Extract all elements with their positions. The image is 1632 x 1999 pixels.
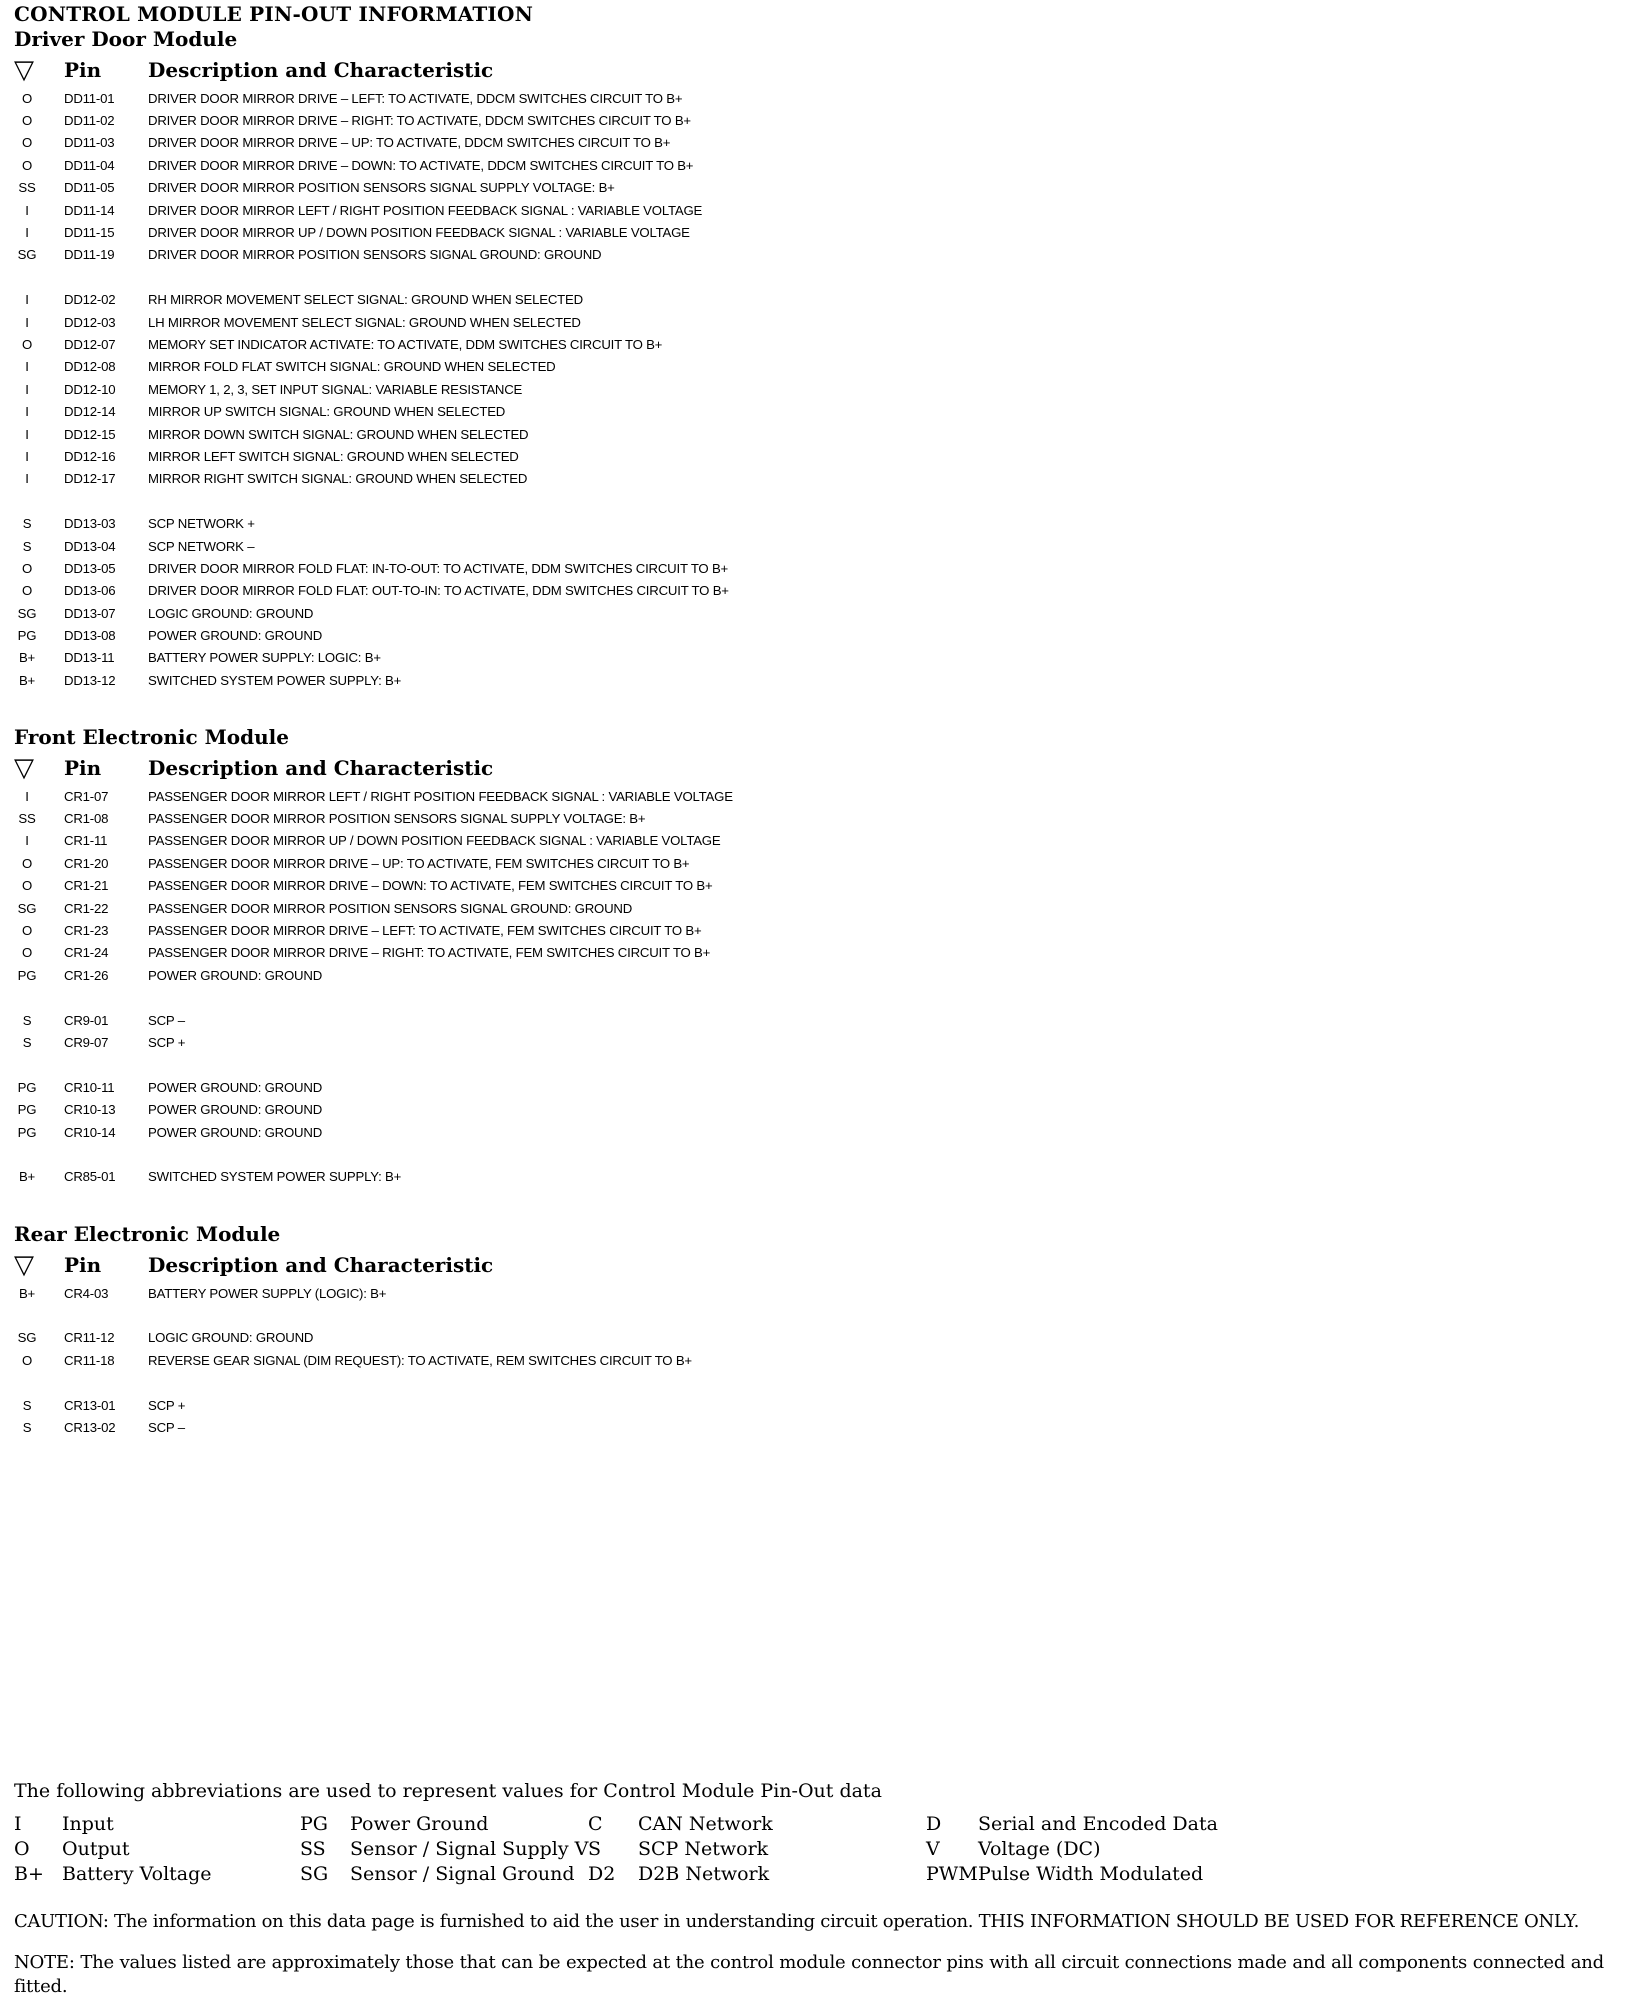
abbreviation-label: Serial and Encoded Data xyxy=(978,1813,1218,1835)
pin-row xyxy=(14,1327,1214,1349)
pin-row xyxy=(14,535,1214,557)
pin-row xyxy=(14,1166,1214,1188)
pin-number: DD13-12 xyxy=(64,672,116,688)
pin-row xyxy=(14,1009,1214,1031)
triangle-symbol-icon: ▽ xyxy=(14,1250,34,1280)
pin-number: DD13-04 xyxy=(64,538,116,554)
pin-description: REVERSE GEAR SIGNAL (DIM REQUEST): TO ACTIVATE, REM SWITCHES CIRCUIT TO B+ xyxy=(148,1352,692,1368)
pin-row xyxy=(14,199,1214,221)
abbreviation-code: B+ xyxy=(14,1863,44,1885)
pin-type: O xyxy=(21,90,33,106)
description-column-header: Description and Characteristic xyxy=(148,756,494,780)
pin-number: CR1-26 xyxy=(64,967,109,983)
abbreviation-label: D2B Network xyxy=(638,1863,770,1885)
pin-description: PASSENGER DOOR MIRROR POSITION SENSORS SIGNAL SUPPLY VOLTAGE: B+ xyxy=(148,811,646,827)
pin-row xyxy=(14,647,1214,669)
pin-number: DD11-15 xyxy=(64,225,115,241)
pin-type: O xyxy=(21,560,33,576)
pin-number: DD11-01 xyxy=(64,90,115,106)
pin-row xyxy=(14,897,1214,919)
abbreviation-label: Input xyxy=(62,1813,114,1835)
pin-type: SS xyxy=(18,811,36,827)
pin-description: SCP NETWORK – xyxy=(148,538,255,554)
pin-description: RH MIRROR MOVEMENT SELECT SIGNAL: GROUND WHEN SELECTED xyxy=(148,292,583,308)
pin-description: PASSENGER DOOR MIRROR UP / DOWN POSITION FEEDBACK SIGNAL : VARIABLE VOLTAGE xyxy=(148,833,721,849)
pin-description: MIRROR DOWN SWITCH SIGNAL: GROUND WHEN SELECTED xyxy=(148,426,529,442)
pin-description: DRIVER DOOR MIRROR DRIVE – LEFT: TO ACTIVATE, DDCM SWITCHES CIRCUIT TO B+ xyxy=(148,90,683,106)
column-header xyxy=(14,751,1214,785)
pin-type: I xyxy=(25,225,29,241)
pin-type: S xyxy=(22,538,32,554)
abbreviations-intro: The following abbreviations are used to represent values for Control Module Pin-Out data xyxy=(14,1780,882,1802)
pin-number: DD11-03 xyxy=(64,135,115,151)
pin-row xyxy=(14,1349,1214,1371)
pin-row xyxy=(14,244,1214,266)
pin-type: PG xyxy=(17,1102,37,1118)
pin-row xyxy=(14,289,1214,311)
pin-row xyxy=(14,221,1214,243)
pin-row xyxy=(14,154,1214,176)
pin-number: CR11-18 xyxy=(64,1352,115,1368)
abbreviation-label: Battery Voltage xyxy=(62,1863,212,1885)
pin-number: CR4-03 xyxy=(64,1285,109,1301)
pin-number: DD13-03 xyxy=(64,516,116,532)
abbreviation-code: PWM xyxy=(926,1863,978,1885)
pin-description: SCP – xyxy=(148,1012,185,1028)
pin-type: PG xyxy=(17,628,37,644)
pin-type: S xyxy=(22,1012,32,1028)
pin-type: I xyxy=(25,292,29,308)
pin-description: POWER GROUND: GROUND xyxy=(148,1102,323,1118)
column-header xyxy=(14,1248,1214,1282)
column-header xyxy=(14,53,1214,87)
pin-type: I xyxy=(25,381,29,397)
pin-type: B+ xyxy=(18,650,36,666)
pin-row xyxy=(14,964,1214,986)
abbreviation-label: Power Ground xyxy=(350,1813,489,1835)
pin-description: SWITCHED SYSTEM POWER SUPPLY: B+ xyxy=(148,1169,402,1185)
pin-description: MEMORY 1, 2, 3, SET INPUT SIGNAL: VARIABLE RESISTANCE xyxy=(148,381,523,397)
abbreviation-label: Output xyxy=(62,1838,130,1860)
section-title: Front Electronic Module xyxy=(14,725,289,749)
description-column-header: Description and Characteristic xyxy=(148,1253,494,1277)
pin-description: LOGIC GROUND: GROUND xyxy=(148,605,314,621)
abbreviation-code: PG xyxy=(300,1813,328,1835)
pin-number: CR1-21 xyxy=(64,878,109,894)
pin-number: DD12-14 xyxy=(64,404,116,420)
pin-row xyxy=(14,400,1214,422)
pin-type: I xyxy=(25,359,29,375)
pin-type: S xyxy=(22,1034,32,1050)
pin-number: DD13-07 xyxy=(64,605,116,621)
pin-row xyxy=(14,624,1214,646)
pin-type: SG xyxy=(17,247,37,263)
row-spacer xyxy=(14,1143,1214,1165)
pin-type: I xyxy=(25,404,29,420)
pin-number: DD13-05 xyxy=(64,560,116,576)
pin-number: DD12-17 xyxy=(64,471,116,487)
pin-type: I xyxy=(25,471,29,487)
pin-row xyxy=(14,177,1214,199)
section-title: Driver Door Module xyxy=(14,27,238,51)
pin-row xyxy=(14,87,1214,109)
pin-description: PASSENGER DOOR MIRROR LEFT / RIGHT POSITION FEEDBACK SIGNAL : VARIABLE VOLTAGE xyxy=(148,788,733,804)
pin-type: O xyxy=(21,113,33,129)
pin-description: BATTERY POWER SUPPLY: LOGIC: B+ xyxy=(148,650,381,666)
pin-description: POWER GROUND: GROUND xyxy=(148,967,323,983)
pin-type: I xyxy=(25,314,29,330)
pin-description: PASSENGER DOOR MIRROR DRIVE – DOWN: TO ACTIVATE, FEM SWITCHES CIRCUIT TO B+ xyxy=(148,878,713,894)
triangle-symbol-icon: ▽ xyxy=(14,753,34,783)
pin-number: CR11-12 xyxy=(64,1330,115,1346)
pin-type: I xyxy=(25,448,29,464)
pin-row xyxy=(14,669,1214,691)
pin-type: O xyxy=(21,945,33,961)
pin-description: SCP + xyxy=(148,1397,186,1413)
pin-number: CR85-01 xyxy=(64,1169,116,1185)
pin-number: DD13-11 xyxy=(64,650,115,666)
pin-type: S xyxy=(22,1420,32,1436)
row-spacer xyxy=(14,1054,1214,1076)
pin-number: CR10-13 xyxy=(64,1102,116,1118)
pin-row xyxy=(14,807,1214,829)
pin-description: DRIVER DOOR MIRROR UP / DOWN POSITION FEEDBACK SIGNAL : VARIABLE VOLTAGE xyxy=(148,225,690,241)
pin-number: DD11-02 xyxy=(64,113,115,129)
description-column-header: Description and Characteristic xyxy=(148,58,494,82)
pin-number: DD11-05 xyxy=(64,180,115,196)
pin-description: MIRROR FOLD FLAT SWITCH SIGNAL: GROUND WHEN SELECTED xyxy=(148,359,556,375)
row-spacer xyxy=(14,1304,1214,1326)
abbreviation-label: CAN Network xyxy=(638,1813,773,1835)
abbreviation-code: O xyxy=(14,1838,30,1860)
pin-description: POWER GROUND: GROUND xyxy=(148,1124,323,1140)
pin-description: MIRROR UP SWITCH SIGNAL: GROUND WHEN SELECTED xyxy=(148,404,506,420)
pin-row xyxy=(14,1394,1214,1416)
abbreviation-code: V xyxy=(926,1838,940,1860)
section-driver-door-module xyxy=(14,25,1214,692)
section-front-electronic-module xyxy=(14,723,1214,1188)
abbreviation-label: Sensor / Signal Supply V xyxy=(350,1838,589,1860)
pin-description: DRIVER DOOR MIRROR FOLD FLAT: OUT-TO-IN: TO ACTIVATE, DDM SWITCHES CIRCUIT TO B+ xyxy=(148,583,729,599)
abbreviation-label: Pulse Width Modulated xyxy=(978,1863,1204,1885)
pin-description: POWER GROUND: GROUND xyxy=(148,628,323,644)
pin-description: LOGIC GROUND: GROUND xyxy=(148,1330,314,1346)
pin-row xyxy=(14,875,1214,897)
pin-description: PASSENGER DOOR MIRROR DRIVE – RIGHT: TO ACTIVATE, FEM SWITCHES CIRCUIT TO B+ xyxy=(148,945,711,961)
pin-number: CR9-07 xyxy=(64,1034,109,1050)
pin-column-header: Pin xyxy=(64,756,102,780)
pin-row xyxy=(14,1098,1214,1120)
pin-type: O xyxy=(21,135,33,151)
abbreviation-code: SS xyxy=(300,1838,326,1860)
abbreviation-code: C xyxy=(588,1813,603,1835)
pin-description: SCP – xyxy=(148,1420,185,1436)
abbreviation-label: Sensor / Signal Ground xyxy=(350,1863,575,1885)
pin-row xyxy=(14,468,1214,490)
pin-number: DD11-19 xyxy=(64,247,115,263)
pin-description: MIRROR LEFT SWITCH SIGNAL: GROUND WHEN SELECTED xyxy=(148,448,519,464)
pin-description: DRIVER DOOR MIRROR POSITION SENSORS SIGNAL GROUND: GROUND xyxy=(148,247,602,263)
row-spacer xyxy=(14,266,1214,288)
pin-number: DD12-07 xyxy=(64,336,116,352)
pin-description: LH MIRROR MOVEMENT SELECT SIGNAL: GROUND WHEN SELECTED xyxy=(148,314,581,330)
pin-number: DD13-06 xyxy=(64,583,116,599)
pin-number: CR1-23 xyxy=(64,923,109,939)
pin-description: MIRROR RIGHT SWITCH SIGNAL: GROUND WHEN SELECTED xyxy=(148,471,528,487)
pin-row xyxy=(14,942,1214,964)
row-spacer xyxy=(14,987,1214,1009)
pin-row xyxy=(14,356,1214,378)
pin-type: B+ xyxy=(18,1169,36,1185)
abbreviation-code: S xyxy=(588,1838,602,1860)
pin-row xyxy=(14,333,1214,355)
pin-type: I xyxy=(25,788,29,804)
pin-description: DRIVER DOOR MIRROR DRIVE – RIGHT: TO ACTIVATE, DDCM SWITCHES CIRCUIT TO B+ xyxy=(148,113,691,129)
pin-column-header: Pin xyxy=(64,58,102,82)
pin-type: B+ xyxy=(18,672,36,688)
pin-description: SCP + xyxy=(148,1034,186,1050)
pin-row xyxy=(14,132,1214,154)
row-spacer xyxy=(14,490,1214,512)
pin-type: B+ xyxy=(18,1285,36,1301)
pin-number: CR1-08 xyxy=(64,811,109,827)
pin-number: DD12-16 xyxy=(64,448,116,464)
pin-row xyxy=(14,557,1214,579)
caution-text: CAUTION: The information on this data page is furnished to aid the user in understanding circuit operation. THIS INFORMATION SHOULD BE USED FOR REFERENCE ONLY. xyxy=(14,1911,1580,1932)
pin-number: CR1-07 xyxy=(64,788,109,804)
abbreviation-code: SG xyxy=(300,1863,329,1885)
pin-column-header: Pin xyxy=(64,1253,102,1277)
abbreviation-row xyxy=(14,1838,1614,1863)
pin-number: CR10-11 xyxy=(64,1079,115,1095)
pin-number: DD12-10 xyxy=(64,381,116,397)
abbreviation-label: SCP Network xyxy=(638,1838,769,1860)
pin-type: SG xyxy=(17,900,37,916)
pin-number: DD12-03 xyxy=(64,314,116,330)
pin-row xyxy=(14,311,1214,333)
pin-number: CR1-22 xyxy=(64,900,109,916)
pin-number: DD11-04 xyxy=(64,157,115,173)
pin-number: DD12-15 xyxy=(64,426,116,442)
pin-row xyxy=(14,423,1214,445)
pin-type: SG xyxy=(17,605,37,621)
pin-row xyxy=(14,445,1214,467)
pin-description: SWITCHED SYSTEM POWER SUPPLY: B+ xyxy=(148,672,402,688)
pin-type: PG xyxy=(17,1124,37,1140)
pin-row xyxy=(14,109,1214,131)
pin-number: DD11-14 xyxy=(64,202,115,218)
pin-row xyxy=(14,1031,1214,1053)
pin-type: I xyxy=(25,426,29,442)
pin-row xyxy=(14,1076,1214,1098)
pin-number: DD12-08 xyxy=(64,359,116,375)
pin-number: CR1-11 xyxy=(64,833,108,849)
pin-description: SCP NETWORK + xyxy=(148,516,255,532)
pin-type: S xyxy=(22,1397,32,1413)
pin-row xyxy=(14,785,1214,807)
pin-description: DRIVER DOOR MIRROR FOLD FLAT: IN-TO-OUT: TO ACTIVATE, DDM SWITCHES CIRCUIT TO B+ xyxy=(148,560,729,576)
pin-number: CR10-14 xyxy=(64,1124,116,1140)
pin-description: DRIVER DOOR MIRROR LEFT / RIGHT POSITION FEEDBACK SIGNAL : VARIABLE VOLTAGE xyxy=(148,202,703,218)
abbreviation-label: Voltage (DC) xyxy=(978,1838,1101,1860)
pin-description: MEMORY SET INDICATOR ACTIVATE: TO ACTIVATE, DDM SWITCHES CIRCUIT TO B+ xyxy=(148,336,663,352)
pin-type: O xyxy=(21,855,33,871)
section-title: Rear Electronic Module xyxy=(14,1222,281,1246)
pin-description: BATTERY POWER SUPPLY (LOGIC): B+ xyxy=(148,1285,387,1301)
pin-number: CR9-01 xyxy=(64,1012,109,1028)
pin-row xyxy=(14,378,1214,400)
pin-row xyxy=(14,580,1214,602)
pin-number: CR1-24 xyxy=(64,945,109,961)
pin-type: SS xyxy=(18,180,36,196)
pin-description: DRIVER DOOR MIRROR DRIVE – UP: TO ACTIVATE, DDCM SWITCHES CIRCUIT TO B+ xyxy=(148,135,671,151)
abbreviation-code: D xyxy=(926,1813,942,1835)
pin-row xyxy=(14,1121,1214,1143)
pin-type: O xyxy=(21,583,33,599)
pin-type: PG xyxy=(17,967,37,983)
pin-type: O xyxy=(21,878,33,894)
pin-row xyxy=(14,1416,1214,1438)
pin-type: I xyxy=(25,833,29,849)
pin-number: CR13-02 xyxy=(64,1420,116,1436)
pin-description: DRIVER DOOR MIRROR POSITION SENSORS SIGNAL SUPPLY VOLTAGE: B+ xyxy=(148,180,615,196)
section-rear-electronic-module xyxy=(14,1220,1214,1439)
pin-description: POWER GROUND: GROUND xyxy=(148,1079,323,1095)
pin-type: O xyxy=(21,157,33,173)
abbreviation-row xyxy=(14,1813,1614,1838)
triangle-symbol-icon: ▽ xyxy=(14,55,34,85)
abbreviation-code: D2 xyxy=(588,1863,616,1885)
pin-type: PG xyxy=(17,1079,37,1095)
pin-type: S xyxy=(22,516,32,532)
note-text: NOTE: The values listed are approximately those that can be expected at the control module connector pins with all circuit connections made and all components connected and fitted. xyxy=(14,1952,1604,1997)
pin-number: DD13-08 xyxy=(64,628,116,644)
pin-row xyxy=(14,1282,1214,1304)
abbreviation-row xyxy=(14,1863,1614,1888)
pin-number: CR13-01 xyxy=(64,1397,116,1413)
pin-row xyxy=(14,602,1214,624)
pin-row xyxy=(14,830,1214,852)
pin-number: DD12-02 xyxy=(64,292,116,308)
pin-row xyxy=(14,852,1214,874)
pin-type: SG xyxy=(17,1330,37,1346)
abbreviation-code: I xyxy=(14,1813,22,1835)
pin-description: DRIVER DOOR MIRROR DRIVE – DOWN: TO ACTIVATE, DDCM SWITCHES CIRCUIT TO B+ xyxy=(148,157,694,173)
pin-number: CR1-20 xyxy=(64,855,109,871)
pin-type: O xyxy=(21,923,33,939)
page-title: CONTROL MODULE PIN-OUT INFORMATION xyxy=(14,2,534,26)
pin-type: O xyxy=(21,1352,33,1368)
pin-row xyxy=(14,512,1214,534)
pin-description: PASSENGER DOOR MIRROR POSITION SENSORS SIGNAL GROUND: GROUND xyxy=(148,900,633,916)
pin-row xyxy=(14,919,1214,941)
row-spacer xyxy=(14,1372,1214,1394)
pin-type: O xyxy=(21,336,33,352)
abbreviations-table xyxy=(14,1813,1614,1888)
pin-description: PASSENGER DOOR MIRROR DRIVE – LEFT: TO ACTIVATE, FEM SWITCHES CIRCUIT TO B+ xyxy=(148,923,702,939)
pin-description: PASSENGER DOOR MIRROR DRIVE – UP: TO ACTIVATE, FEM SWITCHES CIRCUIT TO B+ xyxy=(148,855,690,871)
pin-type: I xyxy=(25,202,29,218)
